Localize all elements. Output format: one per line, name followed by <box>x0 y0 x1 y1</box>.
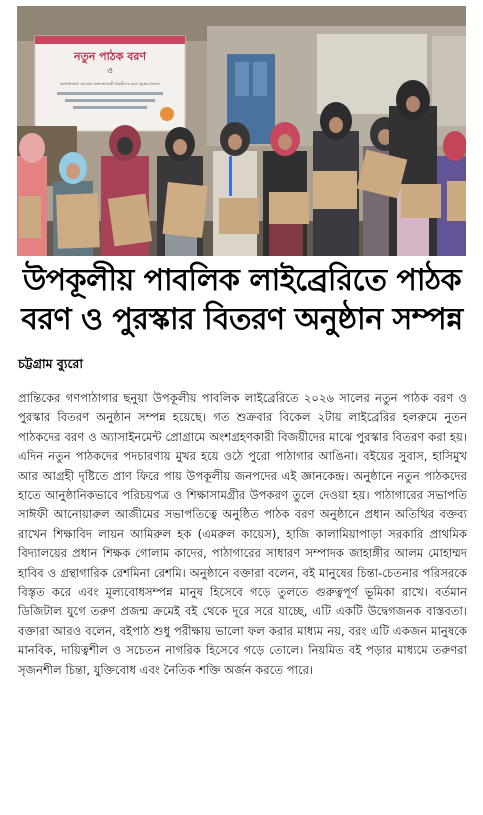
headline-line-2: বরণ ও পুরস্কার বিতরণ অনুষ্ঠান সম্পন্ন <box>21 302 463 337</box>
banner-heading: নতুন পাঠক বরণ <box>73 50 147 63</box>
news-photo <box>17 6 466 256</box>
banner-line: অ্যাসাইনমেন্ট প্রোগ্রামে অংশগ্রহণকারী বিজয়ীদের মাঝে পুরস্কার বিতরণ <box>59 82 161 86</box>
headline-line-1: উপকূলীয় পাবলিক লাইব্রেরিতে পাঠক <box>22 263 462 298</box>
banner-sub: ও <box>107 66 113 75</box>
byline: চট্টগ্রাম ব্যুরো <box>18 356 84 371</box>
article-body: প্রান্তিকের গণপাঠাগার ছনুয়া উপকূলীয় পাবলিক লাইব্রেরিতে ২০২৬ সালের নতুন পাঠক বরণ ও পুরস্কার বিতরণ অনুষ্ঠান সম্পন্ন হয়েছে। গত শুক্রবার বিকেল ২টায় লাইব্রেরির হলরুমে নুতন পাঠকদের বরণ ও অ্যাসাইনমেন্ট প্রোগ্রামে অংশগ্রহণকারী বিজয়ীদের মাঝে পুরস্কার বিতরণ করা হয়। এদিন নতুন পাঠকদের পদচারণায় মুখর হয়ে ওঠে পুরো পাঠাগার আঙিনা। বইয়ের সুবাস, হাসিমুখ আর আগ্রহী দৃষ্টিতে প্রাণ ফিরে পায় উপকূলীয় জনপদের এই জ্ঞানকেন্দ্র। অনুষ্ঠানে নতুন পাঠকদের হাতে আনুষ্ঠানিকভাবে পরিচয়পত্র ও শিক্ষাসামগ্রীর উপকরণ তুলে দেওয়া হয়। পাঠাগারের সভাপতি সাঈফী আনোয়ারুল আজীমের সভাপতিত্বে অনুষ্ঠিত পাঠক বরণ অনুষ্ঠানে প্রধান অতিথির বক্তব্য রাখেন শিক্ষাবিদ লায়ন আমিরুল হক (এমরুল কায়েস), হাজি কালামিয়াপাড়া সরকারি প্রাথমিক বিদ্যালয়ের প্রধান শিক্ষক গোলাম কাদের, পাঠাগারের সাধারণ সম্পাদক জাহাঙ্গীর আলম মোহাম্মদ হাবিব ও গ্রন্থাগারিক রেশমিনা রেশমি। অনুষ্ঠানে বক্তারা বলেন, বই মানুষের চিন্তা-চেতনার পরিসরকে বিস্তৃত করে এবং মূল্যবোধসম্পন্ন মানুষ হিসেবে গড়ে তুলতে গুরুত্বপূর্ণ ভূমিকা রাখে। বর্তমান ডিজিটাল যুগে তরুণ প্রজন্ম ক্রমেই বই থেকে দূরে সরে যাচ্ছে, এটি একটি উদ্বেগজনক বাস্তবতা। বক্তারা আরও বলেন, বইপাঠ শুধু পরীক্ষায় ভালো ফল করার মাধ্যম নয়, বরং এটি একজন মানুষকে মানবিক, দায়িত্বশীল ও সচেতন নাগরিক হিসেবে গড়ে তোলে। নিয়মিত বই পড়ার মাধ্যমে তরুণরা সৃজনশীল চিন্তা, যুক্তিবোধ এবং নৈতিক শক্তি অর্জন করতে পারে। <box>18 391 467 677</box>
article-headline <box>18 262 466 340</box>
